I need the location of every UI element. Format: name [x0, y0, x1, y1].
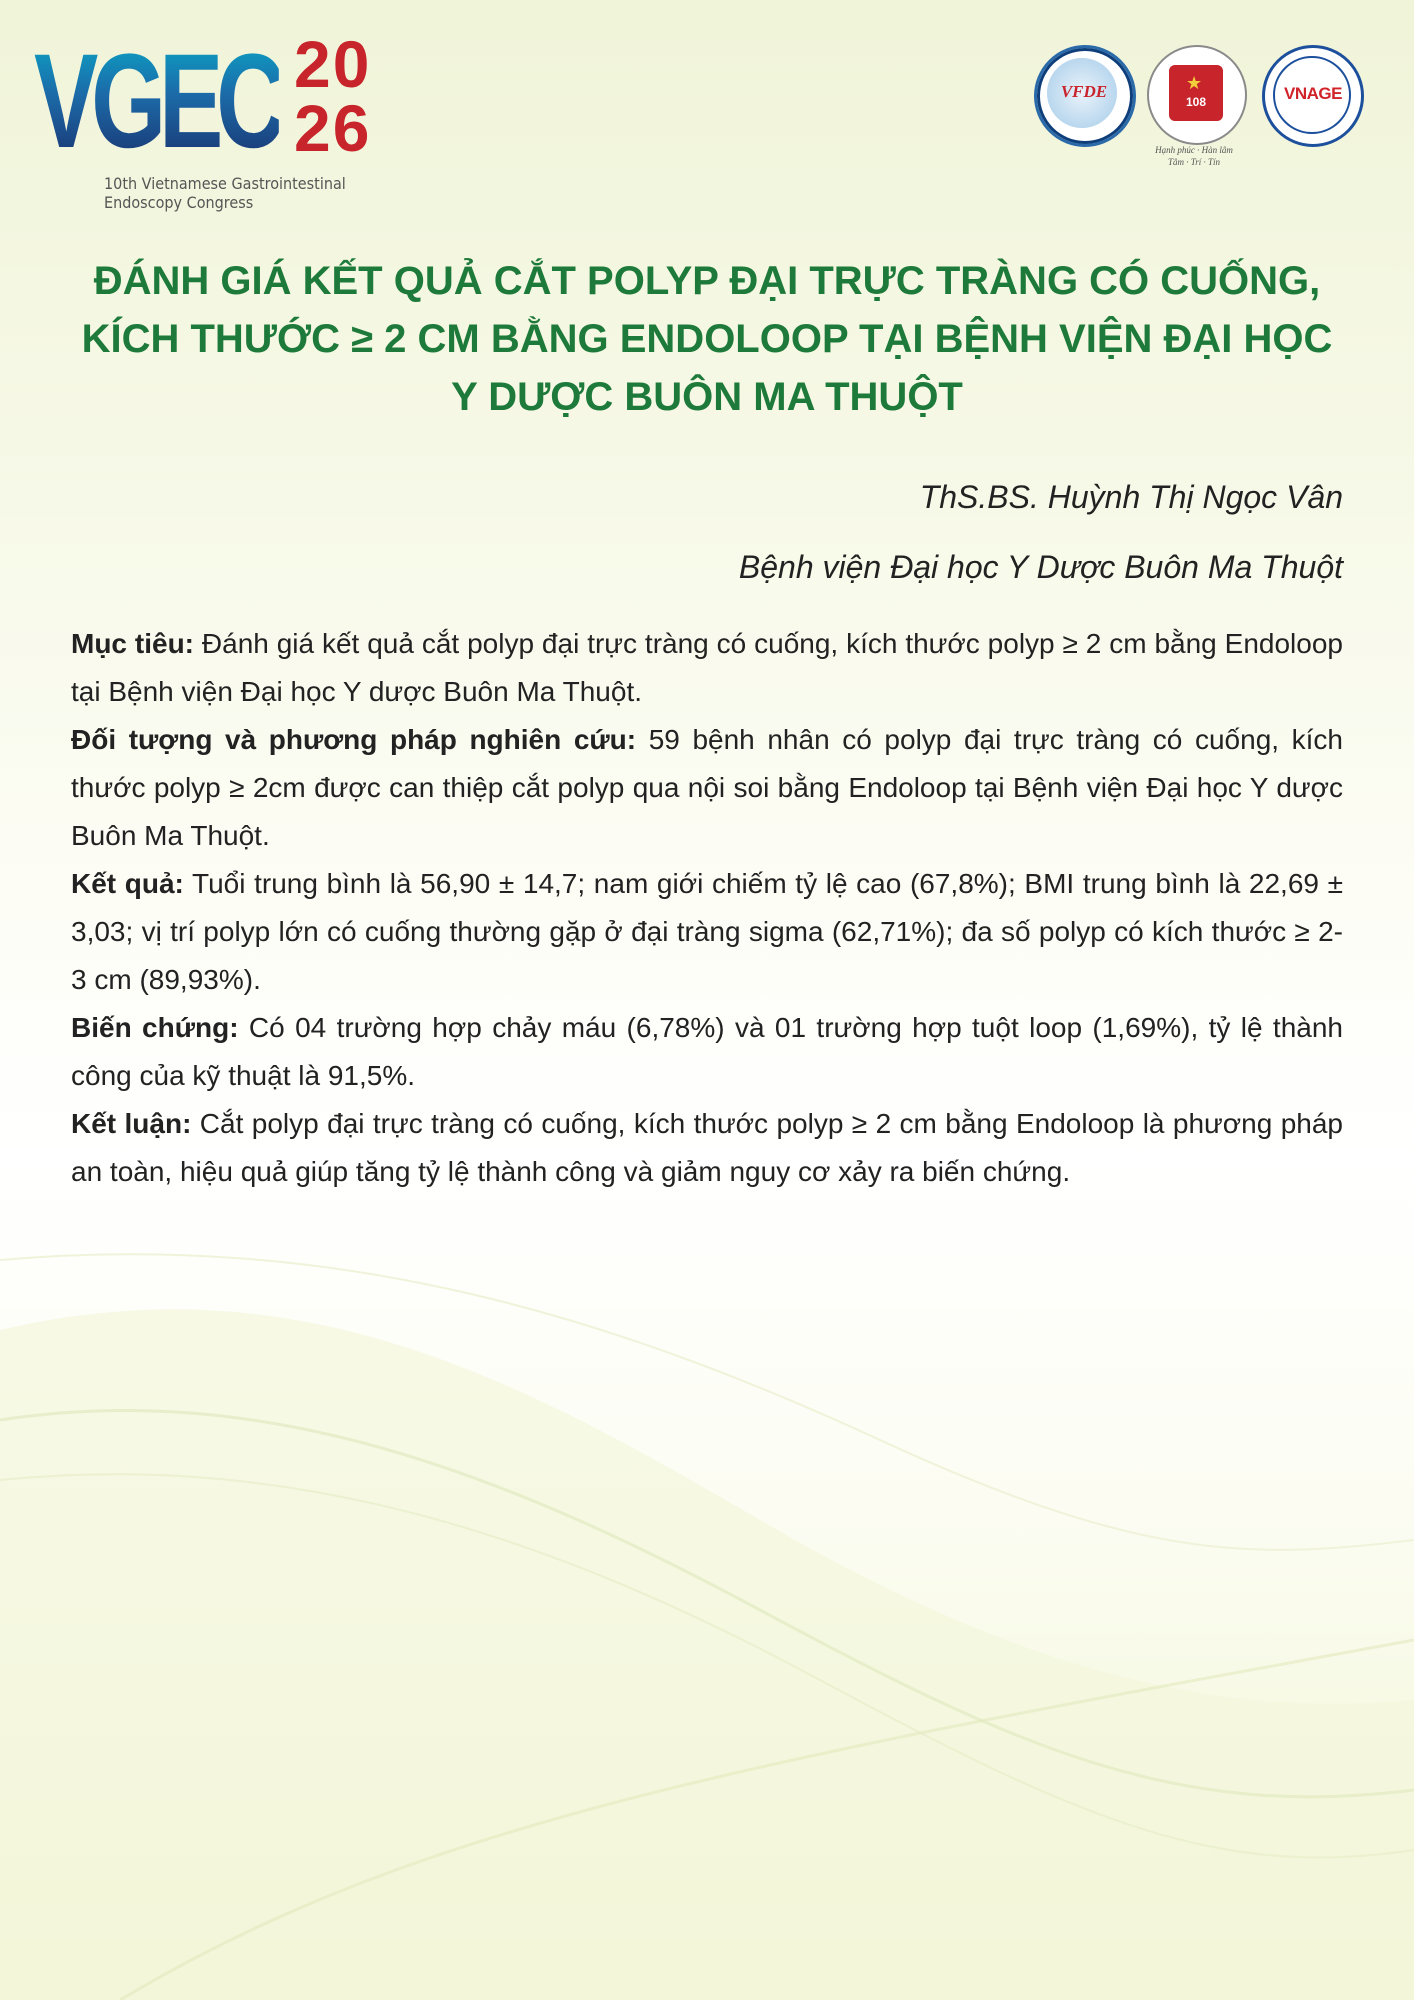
vgec-2026-logo [34, 27, 414, 222]
author-affiliation: Bệnh viện Đại học Y Dược Buôn Ma Thuột [738, 549, 1343, 585]
hospital-108-seal-number: 108 [1185, 95, 1207, 109]
abstract-results [71, 860, 1343, 1004]
results-label: Kết quả: [71, 868, 184, 899]
author-block [443, 462, 1343, 602]
logo-year-bottom: 26 [294, 91, 372, 165]
paper-title-line1: ĐÁNH GIÁ KẾT QUẢ CẮT POLYP ĐẠI TRỰC TRÀNG CÓ CUỐNG, [93, 259, 1321, 303]
abstract [71, 620, 1343, 1196]
conclusion-text: Cắt polyp đại trực tràng có cuống, kích thước polyp ≥ 2 cm bằng Endoloop là phương pháp an toàn, hiệu quả giúp tăng tỷ lệ thành công và giảm nguy cơ xảy ra biến chứng. [71, 1108, 1343, 1187]
abstract-complications [71, 1004, 1343, 1100]
abstract-conclusion [71, 1100, 1343, 1196]
logo-subtitle [104, 174, 374, 212]
logo-year-top: 20 [294, 27, 372, 101]
vfde-seal-text: VFDE [1060, 82, 1108, 101]
vnage-seal-text: VNAGE [1284, 84, 1342, 103]
methods-label: Đối tượng và phương pháp nghiên cứu: [71, 724, 637, 755]
hospital-108-motto [1138, 144, 1250, 168]
objective-label: Mục tiêu: [71, 628, 194, 659]
paper-title [60, 252, 1354, 426]
partner-seals [1034, 45, 1364, 175]
logo-subtitle-line2: Endoscopy Congress [104, 193, 254, 212]
vfde-seal-icon [1034, 45, 1136, 147]
vnage-seal-icon [1262, 45, 1364, 147]
complications-text: Có 04 trường hợp chảy máu (6,78%) và 01 trường hợp tuột loop (1,69%), tỷ lệ thành công của kỹ thuật là 91,5%. [71, 1012, 1343, 1091]
abstract-objective [71, 620, 1343, 716]
paper-title-line3: Y DƯỢC BUÔN MA THUỘT [451, 375, 963, 419]
paper-title-line2: KÍCH THƯỚC ≥ 2 CM BẰNG ENDOLOOP TẠI BỆNH VIỆN ĐẠI HỌC [81, 317, 1333, 361]
methods-text: 59 bệnh nhân có polyp đại trực tràng có cuống, kích thước polyp ≥ 2cm được can thiệp cắt polyp qua nội soi bằng Endoloop tại Bệnh viện Đại học Y dược Buôn Ma Thuột. [71, 724, 1343, 851]
logo-year [294, 27, 424, 165]
conclusion-label: Kết luận: [71, 1108, 192, 1139]
hospital-108-seal-icon: ★ 108 [1147, 45, 1247, 145]
hospital-108-motto-line2: Tâm · Trí · Tín [1167, 157, 1221, 167]
author-name: ThS.BS. Huỳnh Thị Ngọc Vân [919, 479, 1343, 515]
abstract-methods [71, 716, 1343, 860]
logo-vgec-text: VGEC [34, 27, 279, 176]
objective-text: Đánh giá kết quả cắt polyp đại trực tràng có cuống, kích thước polyp ≥ 2 cm bằng Endoloop tại Bệnh viện Đại học Y dược Buôn Ma Thuột. [71, 628, 1343, 707]
complications-label: Biến chứng: [71, 1012, 239, 1043]
hospital-108-motto-line1: Hạnh phúc · Hàn lâm [1155, 145, 1233, 155]
results-text: Tuổi trung bình là 56,90 ± 14,7; nam giới chiếm tỷ lệ cao (67,8%); BMI trung bình là 22,69 ± 3,03; vị trí polyp lớn có cuống thường gặp ở đại tràng sigma (62,71%); đa số polyp có kích thước ≥ 2-3 cm (89,93%). [71, 868, 1343, 995]
logo-subtitle-line1: 10th Vietnamese Gastrointestinal [104, 174, 346, 193]
